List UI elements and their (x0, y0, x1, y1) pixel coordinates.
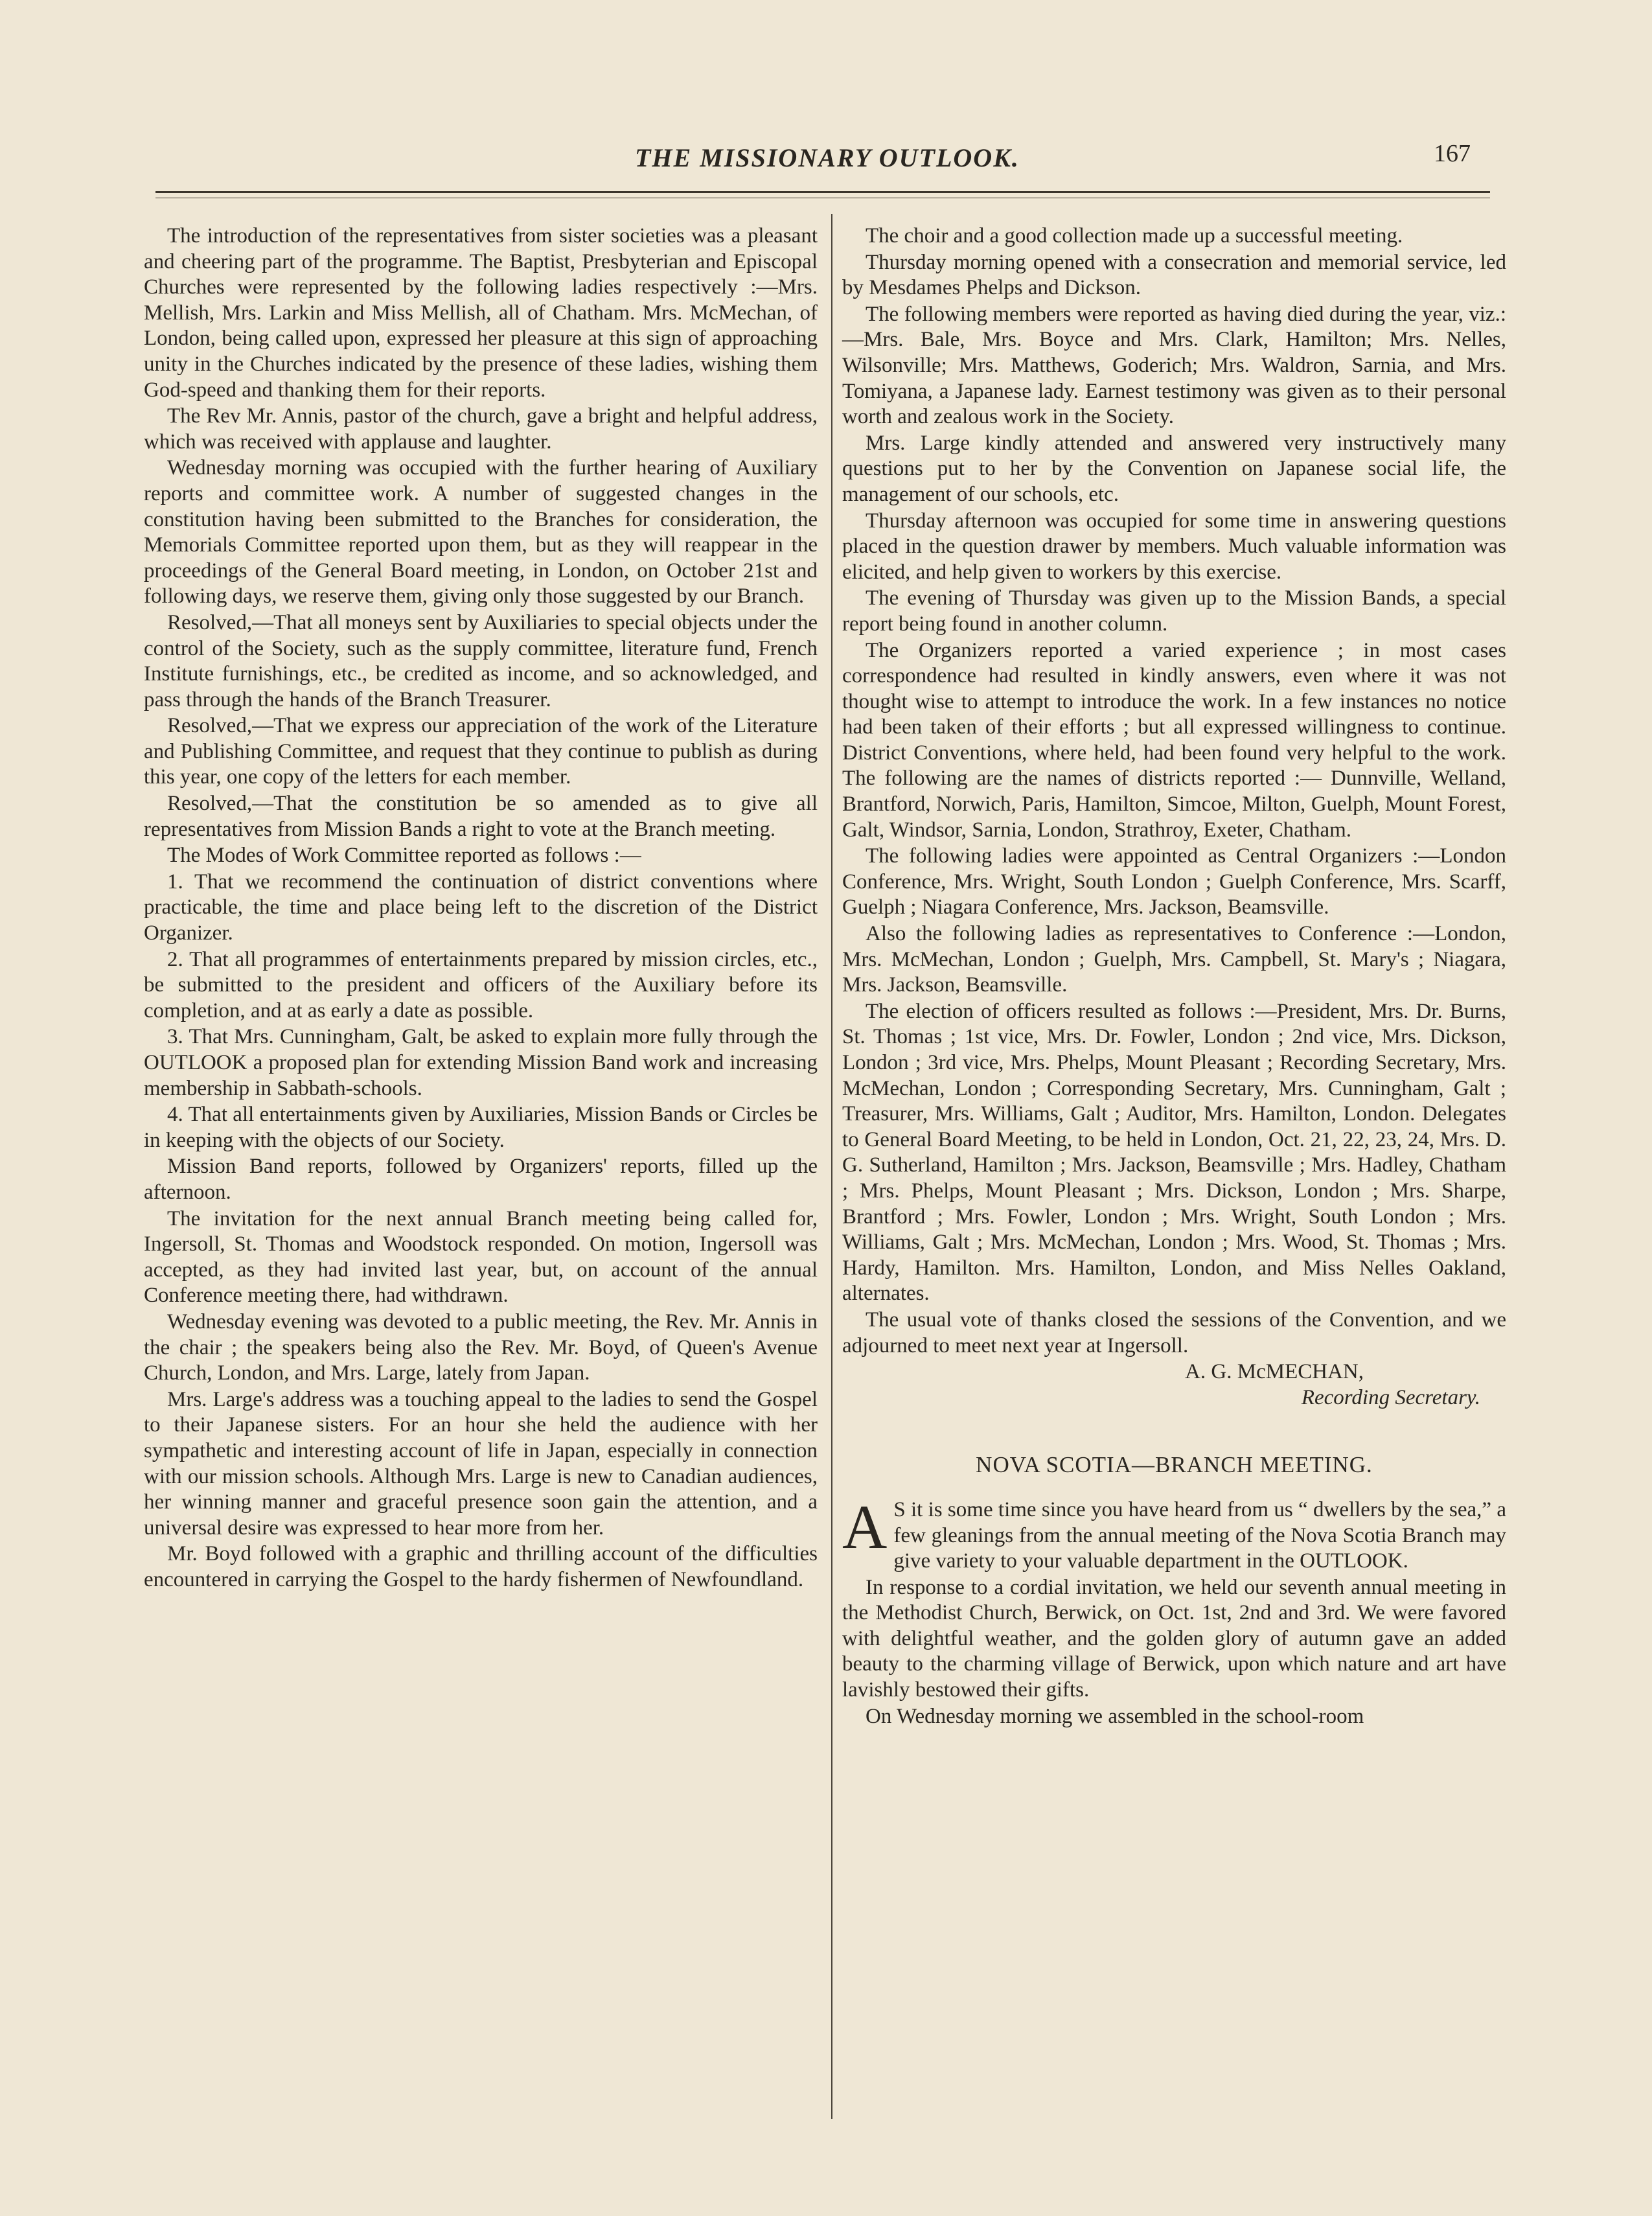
paragraph: The invitation for the next annual Branch meeting being called for, Ingersoll, St. Thomas and Woodstock responded. On motion, Ingersoll was accepted, as they had invited last year, but, on account of the annual Conference meeting there, had withdrawn. (144, 1206, 818, 1308)
paragraph: The usual vote of thanks closed the sessions of the Convention, and we adjourned to meet next year at Ingersoll. (842, 1308, 1506, 1357)
paragraph: Resolved,—That the constitution be so amended as to give all representatives from Mission Bands a right to vote at the Branch meeting. (144, 792, 818, 841)
paragraph: Wednesday morning was occupied with the further hearing of Auxiliary reports and committee work. A number of suggested changes in the constitution having been submitted to the Branches for consideration, the Memorials Committee reported upon them, but as they will reappear in the proceedings of the General Board meeting, in London, on October 21st and following days, we reserve them, giving only those suggested by our Branch. (144, 456, 818, 608)
paragraph: 3. That Mrs. Cunningham, Galt, be asked to explain more fully through the OUTLOOK a proposed plan for extending Mission Band work and increasing membership in Sabbath-schools. (144, 1025, 818, 1100)
paragraph: The choir and a good collection made up a successful meeting. (866, 224, 1403, 248)
paragraph: Resolved,—That we express our appreciation of the work of the Literature and Publishing Committee, and request that they continue to publish as during this year, one copy of the letters for each member. (144, 714, 818, 789)
paragraph: Resolved,—That all moneys sent by Auxiliaries to special objects under the control of the Society, such as the supply committee, literature fund, French Institute furnishings, etc., be credited as income, and so acknowledged, and pass through the hands of the Branch Treasurer. (144, 610, 818, 711)
paragraph: The evening of Thursday was given up to the Mission Bands, a special report being found in another column. (842, 586, 1506, 636)
header-rule-thick (155, 191, 1490, 193)
paragraph: Wednesday evening was devoted to a public meeting, the Rev. Mr. Annis in the chair ; the speakers being also the Rev. Mr. Boyd, of Queen's Avenue Church, London, and Mrs. Large, lately from Japan. (144, 1310, 818, 1385)
paragraph: Mrs. Large's address was a touching appeal to the ladies to send the Gospel to their Japanese sisters. For an hour she held the audience with her sympathetic and interesting account of life in Japan, especially in connection with our mission schools. Although Mrs. Large is new to Canadian audiences, her winning manner and graceful presence soon gain the attention, and a universal desire was expressed to hear more from her. (144, 1387, 818, 1540)
paragraph: Mr. Boyd followed with a graphic and thrilling account of the difficulties encountered in carrying the Gospel to the hardy fishermen of Newfoundland. (144, 1542, 818, 1591)
paragraph: The following members were reported as having died during the year, viz.:—Mrs. Bale, Mrs. Boyce and Mrs. Clark, Hamilton; Mrs. Nelles, Wilsonville; Mrs. Matthews, Goderich; Mrs. Waldron, Sarnia, and Mrs. Tomiyana, a Japanese lady. Earnest testimony was given as to their personal worth and zealous work in the Society. (842, 302, 1506, 429)
running-title: THE MISSIONARY OUTLOOK. (635, 143, 1020, 172)
paragraph: 4. That all entertainments given by Auxiliaries, Mission Bands or Circles be in keeping with the objects of our Society. (144, 1103, 818, 1152)
paragraph: The election of officers resulted as follows :—President, Mrs. Dr. Burns, St. Thomas ; 1st vice, Mrs. Dr. Fowler, London ; 2nd vice, Mrs. Dickson, London ; 3rd vice, Mrs. Phelps, Mount Pleasant ; Recording Secretary, Mrs. McMechan, London ; Corresponding Secretary, Mrs. Cunningham, Galt ; Treasurer, Mrs. Williams, Galt ; Auditor, Mrs. Hamilton, London. Delegates to General Board Meeting, to be held in London, Oct. 21, 22, 23, 24, Mrs. D. G. Sutherland, Hamilton ; Mrs. Jackson, Beamsville ; Mrs. Hadley, Chatham ; Mrs. Phelps, Mount Pleasant ; Mrs. Dickson, London ; Mrs. Sharpe, Brantford ; Mrs. Fowler, London ; Mrs. Wright, South London ; Mrs. Williams, Galt ; Mrs. McMechan, London ; Mrs. Wood, St. Thomas ; Mrs. Hardy, Hamilton. Mrs. Hamilton, London, and Miss Nelles Oakland, alternates. (842, 999, 1506, 1306)
lead-paragraph-text: S it is some time since you have heard from us “ dwellers by the sea,” a few gleanings from the annual meeting of the Nova Scotia Branch may give variety to your valuable department in the OUTLOOK. (893, 1497, 1506, 1573)
column-divider (831, 214, 832, 2119)
paragraph: The Modes of Work Committee reported as follows :— (167, 844, 641, 868)
paragraph: The Organizers reported a varied experience ; in most cases correspondence had resulted in kindly answers, even where it was not thought wise to attempt to introduce the work. In a few instances no notice had been taken of their efforts ; but all expressed willingness to continue. District Conventions, where held, had been found very helpful to the work. The following are the names of districts reported :— Dunnville, Welland, Brantford, Norwich, Paris, Hamilton, Simcoe, Milton, Guelph, Mount Forest, Galt, Windsor, Sarnia, London, Strathroy, Exeter, Chatham. (842, 638, 1506, 842)
paragraph: 2. That all programmes of entertainments prepared by mission circles, etc., be submitted to the president and officers of the Auxiliary before its completion, and at as early a date as possible. (144, 947, 818, 1022)
right-column (842, 224, 1506, 1730)
section-heading: NOVA SCOTIA—BRANCH MEETING. (976, 1452, 1373, 1478)
paragraph: Mrs. Large kindly attended and answered very instructively many questions put to her by the Convention on Japanese social life, the management of our schools, etc. (842, 431, 1506, 506)
signature-title: Recording Secretary. (1301, 1385, 1480, 1409)
paragraph: In response to a cordial invitation, we held our seventh annual meeting in the Methodist Church, Berwick, on Oct. 1st, 2nd and 3rd. We were favored with delightful weather, and the golden glory of autumn gave an added beauty to the charming village of Berwick, upon which nature and art have lavishly bestowed their gifts. (842, 1575, 1506, 1702)
paragraph: 1. That we recommend the continuation of district conventions where practicable, the time and place being left to the discretion of the District Organizer. (144, 870, 818, 945)
paragraph: On Wednesday morning we assembled in the school-room (866, 1704, 1364, 1728)
paragraph: Thursday morning opened with a consecration and memorial service, led by Mesdames Phelps and Dickson. (842, 250, 1506, 300)
page-number: 167 (1434, 140, 1471, 167)
left-column (144, 224, 818, 1593)
paragraph: The introduction of the representatives from sister societies was a pleasant and cheering part of the programme. The Baptist, Presbyterian and Episcopal Churches were represented by the following ladies respectively :—Mrs. Mellish, Mrs. Larkin and Miss Mellish, all of Chatham. Mrs. McMechan, of London, being called upon, expressed her pleasure at this sign of approaching unity in the Churches indicated by the presence of these ladies, wishing them God-speed and thanking them for their reports. (144, 224, 818, 402)
paragraph: The Rev Mr. Annis, pastor of the church, gave a bright and helpful address, which was received with applause and laughter. (144, 404, 818, 454)
lead-paragraph (842, 1492, 1506, 1575)
paragraph: Also the following ladies as representatives to Conference :—London, Mrs. McMechan, London ; Guelph, Mrs. Campbell, St. Mary's ; Niagara, Mrs. Jackson, Beamsville. (842, 922, 1506, 997)
page-header (155, 140, 1490, 181)
signature-name: A. G. McMECHAN, (1185, 1360, 1364, 1384)
paragraph: Mission Band reports, followed by Organizers' reports, filled up the afternoon. (144, 1155, 818, 1204)
paragraph: Thursday afternoon was occupied for some time in answering questions placed in the question drawer by members. Much valuable information was elicited, and help given to workers by this exercise. (842, 509, 1506, 584)
drop-cap: A (842, 1492, 888, 1562)
paragraph: The following ladies were appointed as Central Organizers :—London Conference, Mrs. Wright, South London ; Guelph Conference, Mrs. Scarff, Guelph ; Niagara Conference, Mrs. Jackson, Beamsville. (842, 844, 1506, 919)
